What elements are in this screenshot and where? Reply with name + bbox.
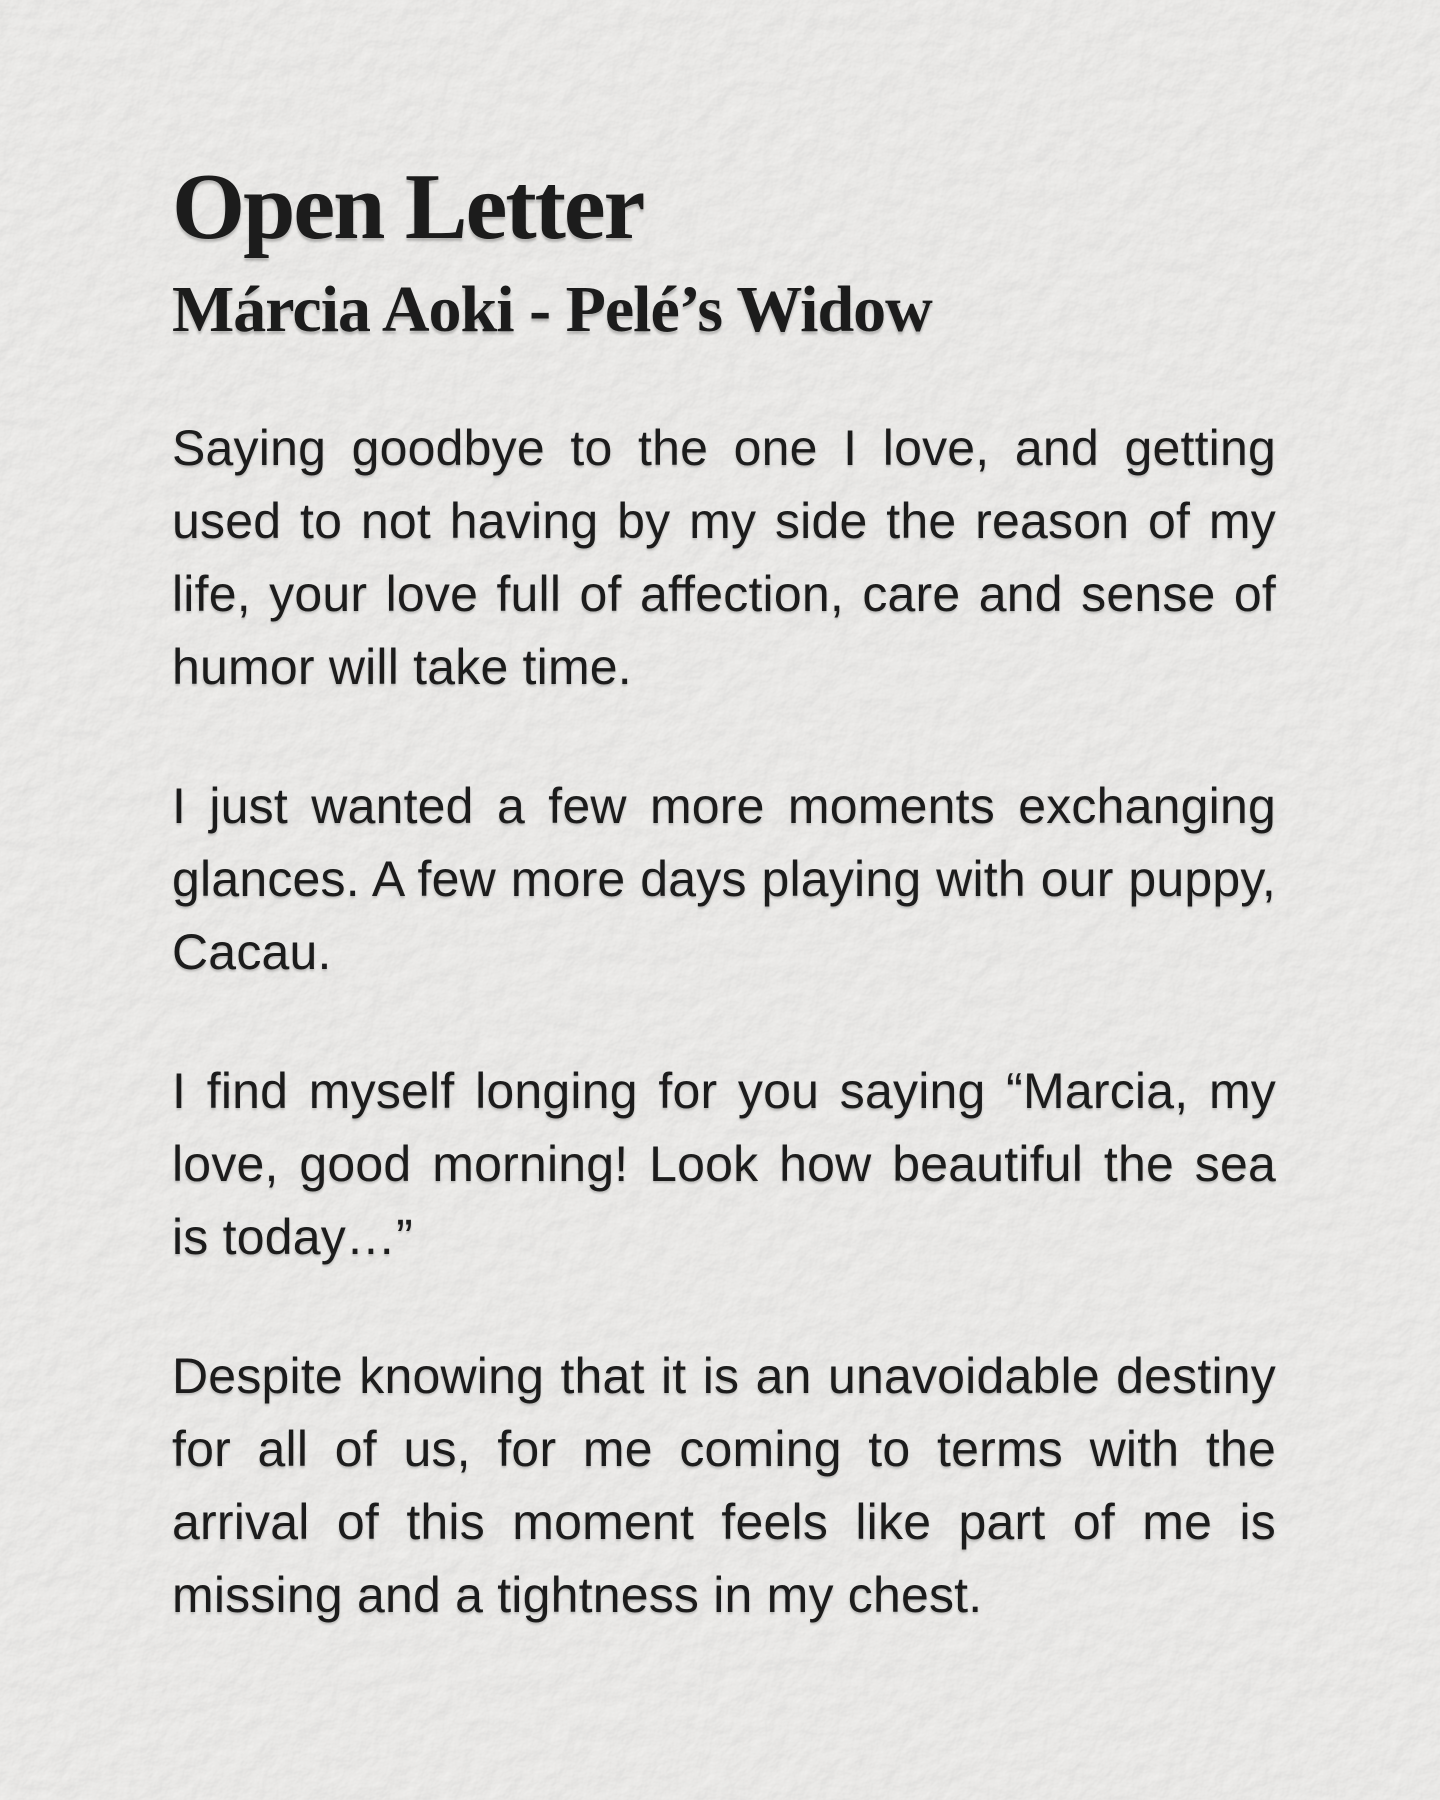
letter-paragraph-2: I just wanted a few more moments exchanging glances. A few more days playing with our puppy, Cacau.	[172, 778, 1276, 980]
letter-title: Open Letter	[172, 155, 644, 259]
letter-paragraph-4: Despite knowing that it is an unavoidable destiny for all of us, for me coming to terms with the arrival of this moment feels like part of me is missing and a tightness in my chest.	[172, 1348, 1276, 1623]
letter-subtitle: Márcia Aoki - Pelé’s Widow	[172, 273, 932, 346]
letter-paragraph-1: Saying goodbye to the one I love, and getting used to not having by my side the reason of my life, your love full of affection, care and sense of humor will take time.	[172, 420, 1276, 695]
letter-paragraph-3: I find myself longing for you saying “Marcia, my love, good morning! Look how beautiful the sea is today…”	[172, 1063, 1276, 1265]
letter-body	[172, 412, 1276, 1632]
